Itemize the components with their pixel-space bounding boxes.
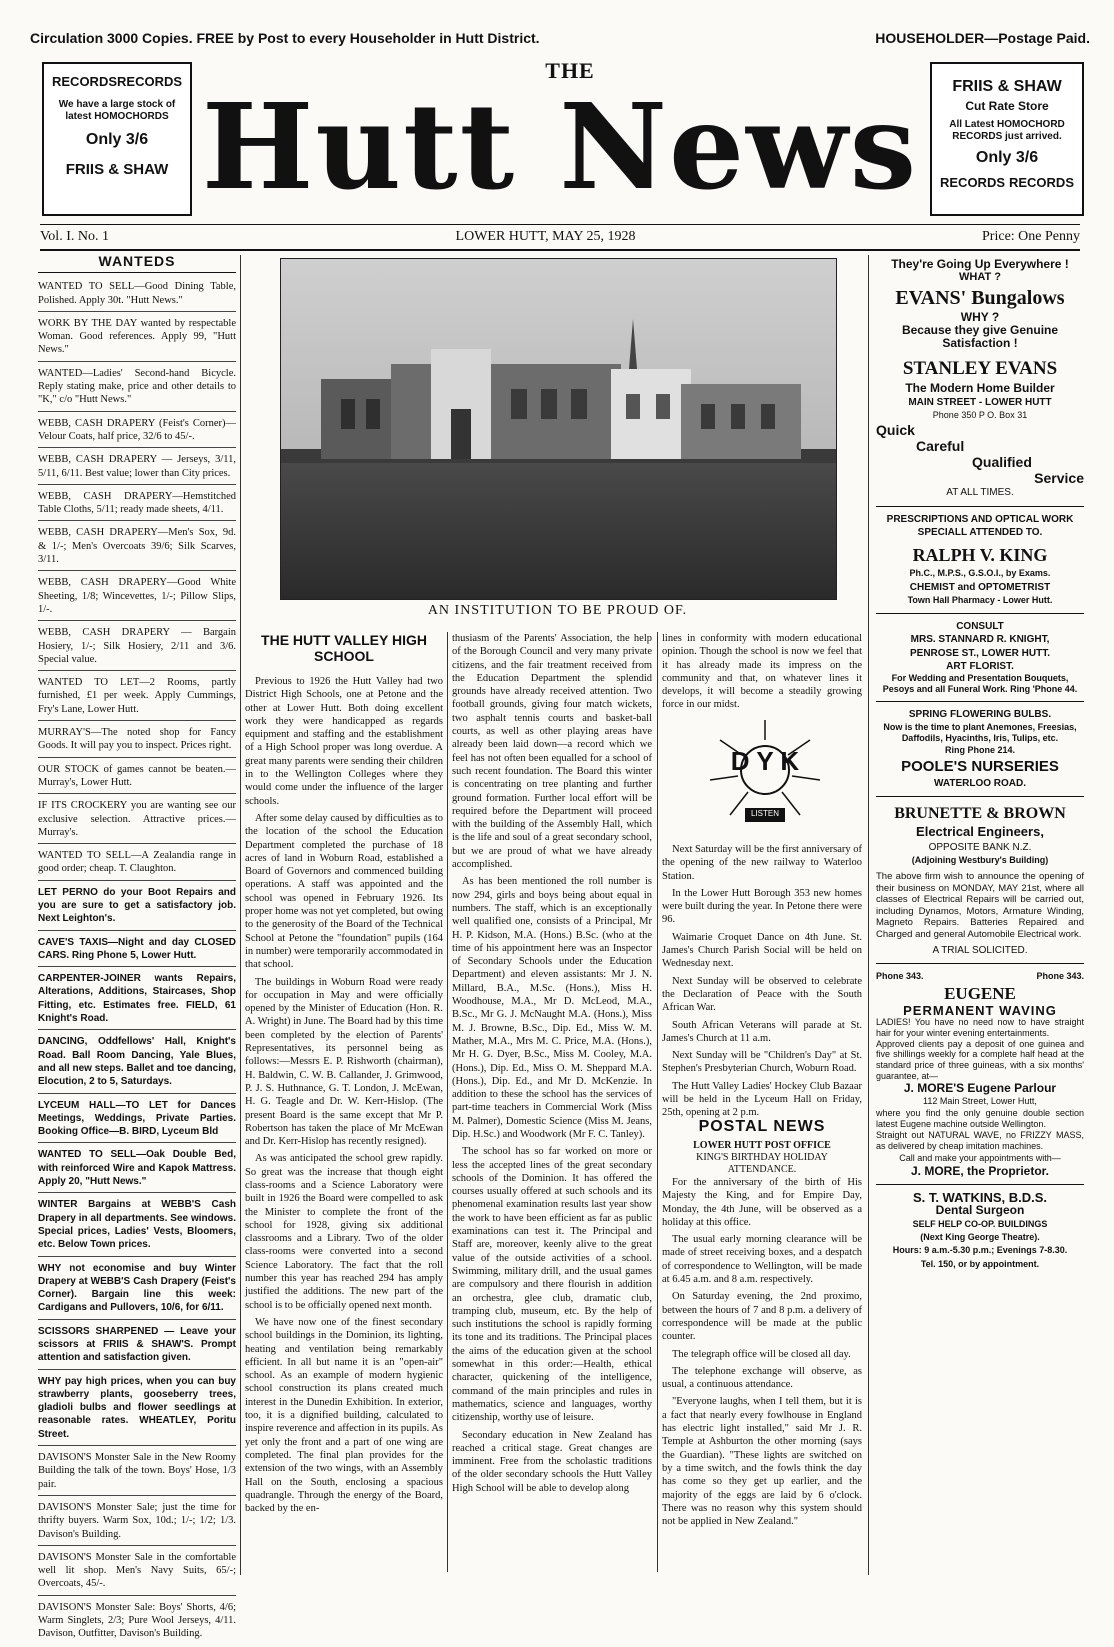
wanted-ad: DAVISON'S Monster Sale: Boys' Shorts, 4/6; Warm Singlets, 2/3; Pure Wool Jerseys, 4/11. Davison, Outfitter, Davison's Building. <box>38 1601 236 1640</box>
wanted-ad: DAVISON'S Monster Sale in the comfortable well lit shop. Men's Navy Suits, 65/-; Overcoats, 45/-. <box>38 1548 236 1596</box>
ear-records-1: RECORDS <box>940 175 1006 190</box>
wanteds-column <box>38 255 236 1647</box>
florist-title: ART FLORIST. <box>946 661 1014 673</box>
article-paragraph: As has been mentioned the roll number is now 294, girls and boys being about equal in numbers. The staff, which is an exceptionally well qualified one, consists of a Principal, Mr H. P. Kidson, M.A. (Hons.) B.Sc. (who at the time of his appointment here was an Inspector of Secondary Schools under the Education Department) and eleven assistants: Mr J. N. Millard, B.A., M.Sc. (Hons.), Miss H. Woodhouse, M.A., Mr D. McLeod, M.A., B.Sc., Mr G. J. McNaught M.A. (Hons.), Miss M. J. Browne, B.Sc., Dip. Ed., Miss W. M. Mather, M.A., Mrs M. C. Price, M.A. (Hons.), Mr H. G. Dyer, B.Sc., Miss M. Cooley, M.A. (Hons.), Dip. Ed., Miss O. M. Sheppard M.A. (Hons.), Dip. Ed., and Mr D. McKenzie. In addition to these the school has the services of part-time teachers in Commercial Work (Miss M. Palmer), Domestic Science (Miss M. Jeans, Dip. H.Sc.) and Woodwork (Mr F. C. Tanley). <box>452 876 652 1140</box>
ear-records-2: RECORDS <box>1008 175 1074 190</box>
wanted-ad: WEBB, CASH DRAPERY — Bargain Hosiery, 1/-; Silk Hosiery, 2/11 and 3/6. Special value. <box>38 623 236 671</box>
evans-qualified: Qualified <box>972 454 1032 471</box>
brunette-adjoining: (Adjoining Westbury's Building) <box>911 854 1049 865</box>
wanted-ad: WHY not economise and buy Winter Drapery at WEBB'S Cash Drapery (Feist's Corner). Bargain line this week: Cardigans and Pullovers, 10/6, for 6/11. <box>38 1259 236 1320</box>
divider <box>876 796 1084 797</box>
divider <box>876 613 1084 614</box>
ear-records-2: RECORDS <box>117 74 183 89</box>
poole-bulbs: SPRING FLOWERING BULBS. <box>908 709 1052 721</box>
column-rule <box>447 632 448 1572</box>
dyk-listen: LISTEN <box>750 809 779 818</box>
wanted-ad: CARPENTER-JOINER wants Repairs, Alterations, Additions, Staircases, Shop Fitting, etc. Estimates free. FIELD, 61 Knight's Road. <box>38 969 236 1030</box>
watkins-role: Dental Surgeon <box>935 1203 1025 1218</box>
evans-name: STANLEY EVANS <box>902 358 1058 380</box>
news-note: Next Saturday will be the first anniversary of the opening of the new railway to Waterloo Station. <box>662 844 862 882</box>
article-column-1 <box>245 675 443 1519</box>
watkins-name: S. T. WATKINS, B.D.S. <box>912 1190 1048 1206</box>
evans-bungalows: EVANS' Bungalows <box>895 286 1065 309</box>
wanted-ad: WANTED TO LET—2 Rooms, partly furnished, £1 per week. Apply Cummings, Fry's Lane, Lower Hutt. <box>38 673 236 721</box>
postal-holiday: KING'S BIRTHDAY HOLIDAY ATTENDANCE. <box>696 1152 828 1175</box>
article-paragraph: Previous to 1926 the Hutt Valley had two District High Schools, one at Petone and the other at Lower Hutt. Both doing excellent work they were handicapped as regards equipment and staffing and the establishment of a High School proper was long overdue. A great many parents were sending their children in to the Wellington Colleges where they would come under the influence of the larger schools. <box>245 676 443 807</box>
top-line <box>30 30 1090 46</box>
postage-note: HOUSEHOLDER—Postage Paid. <box>875 30 1090 46</box>
ear-shop-name: FRIIS & SHAW <box>65 161 169 178</box>
postal-paragraph: On Saturday evening, the 2nd proximo, between the hours of 7 and 8 p.m. a delivery of correspondence will be made at the public counter. <box>662 1291 862 1343</box>
postal-office: LOWER HUTT POST OFFICE <box>693 1140 831 1151</box>
eugene-machine: where you find the only genuine double section latest Eugene machine outside Wellington. <box>876 1108 1084 1130</box>
eugene-address: 112 Main Street, Lower Hutt, <box>923 1096 1037 1107</box>
wanted-ad: SCISSORS SHARPENED — Leave your scissors at FRIIS & SHAW'S. Prompt attention and satisfaction given. <box>38 1322 236 1370</box>
column-rule <box>240 255 241 1575</box>
florist-address: PENROSE ST., LOWER HUTT. <box>909 647 1050 659</box>
article-column-3 <box>662 632 862 716</box>
watkins-building: SELF HELP CO-OP. BUILDINGS <box>912 1218 1048 1229</box>
king-role: CHEMIST and OPTOMETRIST <box>909 581 1051 593</box>
article-paragraph: After some delay caused by difficulties as to the location of the school the Education Department completed the purchase of 18 acres of land in Woburn Road, established a Board of Governors and commenced building operations. A staff was appointed and the school was opened in February 1926. Its proper home was not yet completed, but owing to the generosity of the Board of the Technical School at Petone the "foundation" pupils (164 in number) were temporarily accommodated in that school. <box>245 812 443 971</box>
eugene-phones <box>876 970 1084 983</box>
right-ear-ad <box>930 62 1084 216</box>
wanted-ad: WORK BY THE DAY wanted by respectable Woman. Good references. Apply 99, "Hutt News." <box>38 314 236 362</box>
ear-stock-note: We have a large stock of latest HOMOCHORDS <box>58 99 176 122</box>
wanted-ad: WANTED TO SELL—Oak Double Bed, with reinforced Wire and Kapok Mattress. Apply 20, "Hutt News." <box>38 1145 236 1193</box>
poole-plant: Now is the time to plant Anemones, Freesias, Daffodils, Hyacinths, Iris, Tulips, etc. <box>883 721 1077 743</box>
wanted-ad: LET PERNO do your Boot Repairs and you are sure to get a satisfactory job. Next Leighton's. <box>38 883 236 931</box>
news-note: Waimarie Croquet Dance on 4th June. St. James's Church Parish Social will be held on Wednesday next. <box>662 931 862 970</box>
wanted-ad: WANTED—Ladies' Second-hand Bicycle. Reply stating make, price and other details to "K," c/o "Hutt News." <box>38 364 236 412</box>
evans-because: Because they give Genuine Satisfaction ! <box>901 322 1059 351</box>
volume-number: Vol. I. No. 1 <box>40 229 109 244</box>
brunette-role: Electrical Engineers, <box>916 824 1044 840</box>
brunette-announce: The above firm wish to announce the opening of their business on MONDAY, MAY 21st, where all classes of Electrical Repairs will be carried out, including Dynamos, Motors, Armature Winding, Magneto Repairs. Batteries Repaired and Charged and general Automobile Electrical work. <box>876 871 1084 940</box>
divider <box>876 963 1084 964</box>
king-name: RALPH V. KING <box>912 545 1048 566</box>
wanted-ad: CAVE'S TAXIS—Night and day CLOSED CARS. Ring Phone 5, Lower Hutt. <box>38 933 236 968</box>
wanted-ad: MURRAY'S—The noted shop for Fancy Goods. It will pay you to inspect. Prices right. <box>38 723 236 758</box>
news-note: In the Lower Hutt Borough 353 new homes were built during the year. In Petone there were 96. <box>662 887 862 926</box>
price: Price: One Penny <box>982 229 1080 244</box>
column-rule <box>657 632 658 1572</box>
wanted-ad: WEBB, CASH DRAPERY (Feist's Corner)—Velour Coats, half price, 32/6 to 45/-. <box>38 414 236 449</box>
photo-caption: AN INSTITUTION TO BE PROUD OF. <box>427 603 688 618</box>
column-rule <box>868 255 869 1575</box>
evans-builder: The Modern Home Builder <box>905 381 1055 396</box>
postal-paragraph: The telegraph office will be closed all day. <box>672 1348 851 1360</box>
dyk-letters: D Y K <box>730 746 800 776</box>
article-paragraph: As was anticipated the school grew rapidly. So great was the increase that though eight class-rooms and a Science Laboratory were built in 1926 the Board were compelled to ask the Minister to complete the front of the school for 1928, giving six additional classrooms and a Library. Two of the older class-rooms were converted into a second Science Laboratory. The fact that the roll number this year has reached 294 has amply justified the additions. The new part of the school is to be officially opened next month. <box>245 1153 443 1311</box>
wanted-ad: WANTED TO SELL—Good Dining Table, Polished. Apply 30t. "Hutt News." <box>38 277 236 312</box>
evans-address: MAIN STREET - LOWER HUTT <box>908 396 1052 408</box>
news-note: Next Sunday will be "Children's Day" at St. Stephen's Presbyterian Church, Woburn Road. <box>662 1050 862 1075</box>
ear-stock-note: All Latest HOMOCHORD RECORDS just arrived. <box>949 119 1065 142</box>
eugene-name: EUGENE <box>944 983 1016 1003</box>
poole-name: POOLE'S NURSERIES <box>901 757 1059 775</box>
eugene-parlour: J. MORE'S Eugene Parlour <box>903 1080 1057 1095</box>
evans-why: WHY ? <box>960 309 1000 324</box>
brunette-trial: A TRIAL SOLICITED. <box>932 945 1028 957</box>
evans-phone: Phone 350 P O. Box 31 <box>932 410 1028 421</box>
wanted-ad: WEBB, CASH DRAPERY—Men's Sox, 9d. & 1/-; Men's Overcoats 39/6; Silk Scarves, 3/11. <box>38 523 236 571</box>
watkins-hours: Hours: 9 a.m.-5.30 p.m.; Evenings 7-8.30. <box>892 1245 1068 1256</box>
postal-paragraph: The telephone exchange will observe, as usual, a continuous attendance. <box>662 1365 862 1391</box>
king-pharmacy: Town Hall Pharmacy - Lower Hutt. <box>907 594 1053 605</box>
wanted-ad: DAVISON'S Monster Sale in the New Roomy Building the talk of the town. Boys' Hose, 1/3 pair. <box>38 1448 236 1496</box>
evans-service: Service <box>1034 470 1084 487</box>
ear-price: Only 3/6 <box>975 149 1039 166</box>
king-prescriptions: PRESCRIPTIONS AND OPTICAL WORK <box>886 513 1074 525</box>
article-paragraph: The buildings in Woburn Road were ready for occupation in May and were officially opened by the Minister of Education (Hon. R. A. Wright) in June. The Board had by this time been completed by the election of Parents' Representatives, its personnel being as follows:—Messrs E. P. Rishworth (chairman), H. Baldwin, C. W. B. Callander, J. Grimwood, P. J. S. Huthnance, G. T. London, J. McEwan, H. G. Teagle and Dr. W. Kerr-Hislop. (The present Board is the same except that Mr P. Robertson has taken the place of Mr McEwan and Dr. Kerr-Hislop has recently resigned). <box>245 976 443 1148</box>
wanted-ad: DAVISON'S Monster Sale; just the time for thrifty buyers. Warm Sox, 10d.; 1/-; 1/2; 1/3. Davison's Building. <box>38 1498 236 1546</box>
divider <box>876 1184 1084 1185</box>
brunette-location: OPPOSITE BANK N.Z. <box>928 841 1032 853</box>
masthead-title: Hutt News <box>201 77 919 216</box>
masthead-the: THE <box>545 58 595 83</box>
wanted-ad: WEBB, CASH DRAPERY — Jerseys, 3/11, 5/11, 6/11. Best value; lower than City prices. <box>38 450 236 485</box>
poole-road: WATERLOO ROAD. <box>933 777 1027 789</box>
right-ads-column <box>876 258 1084 1271</box>
article-paragraph: We have now one of the finest secondary school buildings in the Dominion, its lighting, heating and ventilation being remarkably efficient. In all but name it is an "open-air" school. As an example of modern hygienic school construction its plans created much interest in the Dunedin Exhibition. In exterior, too, it is a dignified building, calculated to inspire reverence and affection in its pupils. As yet only the front and a part of one wing are completed. The final plan provides for the extension of the two wings, with an Assembly Hall on the South, enclosing a spacious quadrangle. Through the energy of the Board, backed by the en- <box>245 1316 443 1515</box>
ear-sub: Cut Rate Store <box>965 99 1049 113</box>
wanted-ad: WEBB, CASH DRAPERY—Good White Sheeting, 1/8; Wincevettes, 1/-; Pillow Slips, 1/-. <box>38 573 236 621</box>
evans-careful: Careful <box>916 438 965 455</box>
evans-tagline: They're Going Up Everywhere ! <box>891 257 1069 271</box>
watkins-tel: Tel. 150, or by appointment. <box>920 1258 1040 1269</box>
place-date: LOWER HUTT, MAY 25, 1928 <box>455 229 636 244</box>
king-attended: SPECIALL ATTENDED TO. <box>917 526 1043 538</box>
evans-what: WHAT ? <box>959 271 1001 284</box>
eugene-clients: Approved clients pay a deposit of one guinea and five shillings weekly for a complete half head at the standard price of three guineas, with a six months' guarantee, at— <box>876 1038 1084 1081</box>
postal-paragraph: For the anniversary of the birth of His Majesty the King, and for Empire Day, Monday, the 4th June, will be observed as a holiday at this office. <box>662 1177 862 1228</box>
news-note: Next Sunday will be observed to celebrate the Declaration of Peace with the South African War. <box>662 975 862 1014</box>
dyk-graphic <box>680 710 850 860</box>
school-photo <box>280 258 837 600</box>
eugene-phone: Phone 343. <box>876 971 924 982</box>
king-quals: Ph.C., M.P.S., G.S.O.I., by Exams. <box>909 568 1051 579</box>
evans-quick: Quick <box>876 422 915 439</box>
florist-name: MRS. STANNARD R. KNIGHT, <box>910 634 1050 646</box>
school-photo-image <box>281 259 836 599</box>
brunette-name: BRUNETTE & BROWN <box>894 805 1066 823</box>
divider <box>876 506 1084 507</box>
eugene-proprietor: J. MORE, the Proprietor. <box>910 1163 1050 1178</box>
postal-paragraph: "Everyone laughs, when I tell them, but it is a fact that nearly every fowlhouse in England has electric light installed," said Mr J. R. Temple at Ashburton the other morning (says the Guardian). "These lights are switched on by a time switch, and the fowls think the day has come so they get up earlier, and the majority of the eggs are laid by 6 o'clock. There was no reason why this system should not be applied in New Zealand." <box>662 1396 862 1528</box>
eugene-ladies: LADIES! You have no need now to have straight hair for your winter evening entertainments. <box>876 1017 1084 1038</box>
florist-consult: CONSULT <box>956 621 1004 633</box>
florist-details: For Wedding and Presentation Bouquets, Pesoys and all Funeral Work. Ring 'Phone 44. <box>882 673 1078 695</box>
wanted-ad: WANTED TO SELL—A Zealandia range in good order; cheap. T. Claughton. <box>38 846 236 881</box>
article-column-2 <box>452 632 652 1499</box>
wanted-ad: DANCING, Oddfellows' Hall, Knight's Road. Ball Room Dancing, Yale Blues, and all new steps. Ballet and toe dancing, Elocution, 2 to 5, Saturdays. <box>38 1032 236 1093</box>
wanted-ad: WEBB, CASH DRAPERY—Hemstitched Table Cloths, 5/11; ready made sheets, 4/11. <box>38 487 236 522</box>
postal-news-heading: POSTAL NEWS <box>698 1118 826 1135</box>
left-ear-ad <box>42 62 192 216</box>
eugene-call: Call and make your appointments with— <box>899 1152 1061 1163</box>
article-headline: THE HUTT VALLEY HIGH SCHOOL <box>261 632 427 664</box>
article-paragraph: thusiasm of the Parents' Association, the help of the Borough Council and very many private citizens, and the fair treatment received from the Education Department the splendid grounds have already received attention. Two football grounds, giving four match wickets, two asphalt tennis courts and basket-ball courts, as well as other playing areas have already been laid down—a record which we feel has not often been equalled for a school of such recent foundation. The Board this winter is concentrating on tree planting and further ground formation. Further local effort will be required before the Department will proceed with the building of the Assembly Hall, which is the life and soul of a great secondary school, but we are proud of what we have already accomplished. <box>452 633 652 871</box>
eugene-waving: PERMANENT WAVING <box>903 1002 1057 1018</box>
eugene-phone: Phone 343. <box>1036 971 1084 982</box>
wanteds-heading: WANTEDS <box>38 255 236 273</box>
circulation-note: Circulation 3000 Copies. FREE by Post to every Householder in Hutt District. <box>30 30 540 46</box>
news-note: South African Veterans will parade at St. James's Church at 11 a.m. <box>662 1019 862 1044</box>
wanted-ad: OUR STOCK of games cannot be beaten.—Murray's, Lower Hutt. <box>38 760 236 795</box>
news-note: The Hutt Valley Ladies' Hockey Club Bazaar will be held in the Lyceum Hall on Friday, 25th, opening at 2 p.m. <box>662 1080 862 1119</box>
article-paragraph: The school has so far worked on more or less the accepted lines of the great secondary schools of the Dominion. It has offered the courses usually offered at such schools and its phenomenal examination results last year show the work to have been efficient as far as public examinations can test it. The Principal and Staff are, moreover, keenly alive to the great value of the outside activities of a school. Swimming, military drill, and the usual games are compulsory and there flourish in addition an orchestra, glee club, dramatic club, tramping club, museum, etc. By the help of such institutions the school is rapidly forming its tone and its traditions. The Principal places the aims of the education given at the school somewhat in this order:—Health, ethical character, quickening of the intelligence, command of the main principles and rules in mathematics, science and languages, worthy citizenship, worthy use of leisure. <box>452 1146 652 1424</box>
wanted-ad: LYCEUM HALL—TO LET for Dances Meetings, Weddings, Private Parties. Booking Office—B. BIRD, Lyceum Bld <box>38 1096 236 1144</box>
ear-records-1: RECORDS <box>52 74 118 89</box>
divider <box>876 701 1084 702</box>
watkins-next: (Next King George Theatre). <box>920 1232 1040 1243</box>
article-paragraph: lines in conformity with modern educational opinion. Though the school is now we feel that it has already made its impress on the community and that, on whatever lines it develops, it will become a steadily growing force in our midst. <box>662 633 862 711</box>
notes-column <box>662 843 862 1124</box>
ear-shop-name: FRIIS & SHAW <box>952 78 1062 95</box>
postal-body <box>662 1176 862 1532</box>
wanted-ad: WINTER Bargains at WEBB'S Cash Drapery in all departments. See windows. Special prices, Ladies' Vests, Bloomers, etc. Below Town prices. <box>38 1195 236 1256</box>
postal-paragraph: The usual early morning clearance will be made of street receiving boxes, and a despatch of correspondence to Wellington, will be made at 6.45 a.m. and 8 a.m. respectively. <box>662 1234 862 1286</box>
postal-subheading <box>662 1140 862 1176</box>
eugene-natural: Straight out NATURAL WAVE, no FRIZZY MASS, as delivered by cheap imitation machines. <box>876 1129 1084 1151</box>
evans-times: AT ALL TIMES. <box>946 487 1014 499</box>
wanted-ad: IF ITS CROCKERY you are wanting see our exclusive selection. Attractive prices.—Murray's. <box>38 796 236 844</box>
article-paragraph: Secondary education in New Zealand has reached a critical stage. Great changes are imminent. Free from the scholastic traditions of the older secondary schools the Hutt Valley High School will be able to develop along <box>452 1429 652 1494</box>
dateline <box>40 224 1080 251</box>
poole-phone: Ring Phone 214. <box>944 744 1015 755</box>
ear-price: Only 3/6 <box>85 131 149 148</box>
wanted-ad: WHY pay high prices, when you can buy strawberry plants, gooseberry trees, gladioli bulbs and flower seedlings at reasonable rates. WHEATLEY, Poritu Street. <box>38 1372 236 1446</box>
